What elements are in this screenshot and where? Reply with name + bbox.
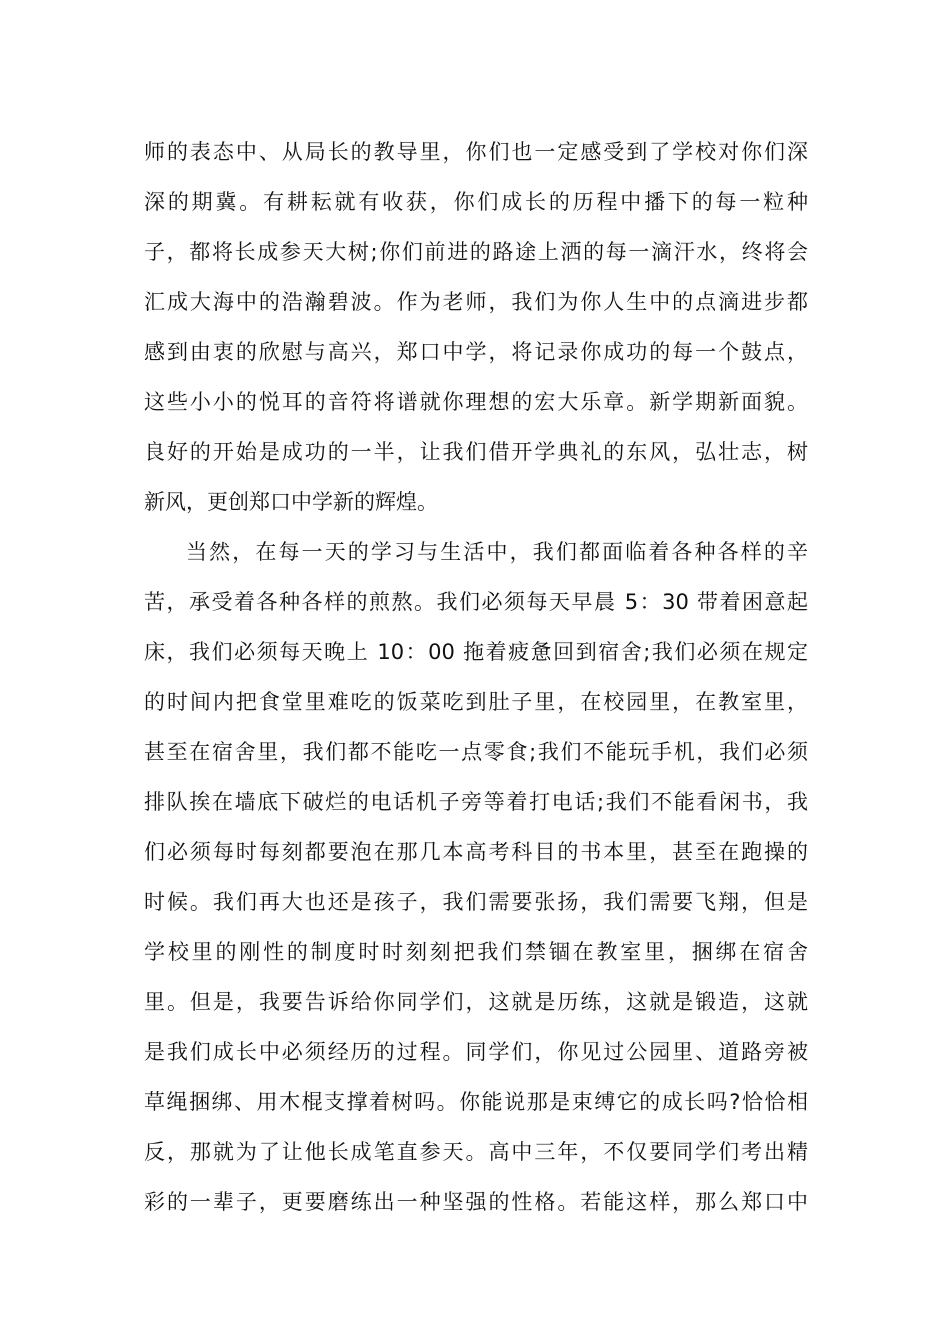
text-line: 子，都将长成参天大树;你们前进的路途上洒的每一滴汗水，终将会 [144,240,808,264]
text-line: 反，那就为了让他长成笔直参天。高中三年，不仅要同学们考出精 [144,1140,808,1164]
text-line: 的时间内把食堂里难吃的饭菜吃到肚子里，在校园里，在教室里， [144,690,808,714]
text-line: 师的表态中、从局长的教导里，你们也一定感受到了学校对你们深 [144,140,808,164]
text-line: 是我们成长中必须经历的过程。同学们，你见过公园里、道路旁被 [144,1040,808,1064]
paragraph-1 [144,127,808,527]
text-line: 时候。我们再大也还是孩子，我们需要张扬，我们需要飞翔，但是 [144,890,808,914]
text-line: 苦，承受着各种各样的煎熬。我们必须每天早晨 5：30 带着困意起 [144,590,808,614]
text-line: 们必须每时每刻都要泡在那几本高考科目的书本里，甚至在跑操的 [144,840,808,864]
text-line: 床，我们必须每天晚上 10：00 拖着疲惫回到宿舍;我们必须在规定 [144,640,808,664]
paragraph-2 [144,527,808,1227]
text-line: 感到由衷的欣慰与高兴，郑口中学，将记录你成功的每一个鼓点， [144,340,808,364]
text-line: 深的期冀。有耕耘就有收获，你们成长的历程中播下的每一粒种 [144,190,808,214]
text-line: 彩的一辈子，更要磨练出一种坚强的性格。若能这样，那么郑口中 [144,1190,808,1214]
text-line: 良好的开始是成功的一半，让我们借开学典礼的东风，弘壮志，树 [144,440,808,464]
text-line: 排队挨在墙底下破烂的电话机子旁等着打电话;我们不能看闲书，我 [144,790,808,814]
text-line: 甚至在宿舍里，我们都不能吃一点零食;我们不能玩手机，我们必须 [144,740,808,764]
text-line: 当然，在每一天的学习与生活中，我们都面临着各种各样的辛 [186,540,808,564]
text-line: 里。但是，我要告诉给你同学们，这就是历练，这就是锻造，这就 [144,990,808,1014]
text-line: 学校里的刚性的制度时时刻刻把我们禁锢在教室里，捆绑在宿舍 [144,940,808,964]
text-line: 这些小小的悦耳的音符将谱就你理想的宏大乐章。新学期新面貌。 [144,390,808,414]
text-line: 汇成大海中的浩瀚碧波。作为老师，我们为你人生中的点滴进步都 [144,290,808,314]
text-line: 新风，更创郑口中学新的辉煌。 [144,490,438,514]
document-body [144,127,808,1227]
text-line: 草绳捆绑、用木棍支撑着树吗。你能说那是束缚它的成长吗?恰恰相 [144,1090,808,1114]
